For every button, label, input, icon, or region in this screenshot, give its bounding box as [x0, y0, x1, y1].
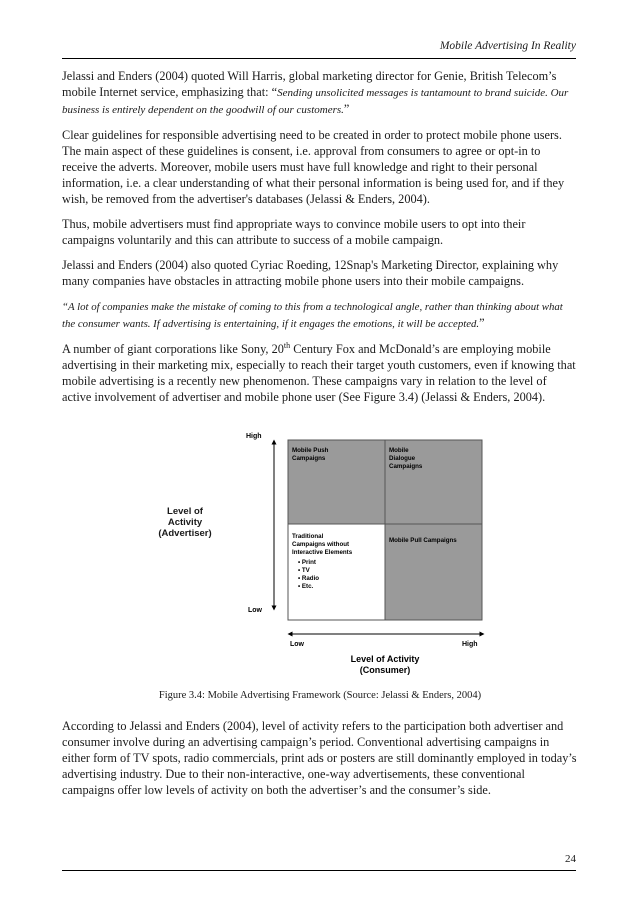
- quadrant-bottom-right-line: Mobile Pull Campaigns: [389, 537, 457, 544]
- paragraph-2: Clear guidelines for responsible advertising need to be created in order to protect mobile phone users. The main aspect of these guidelines is consent, i.e. approval from consumers to agree or opt-in to receive the adverts. Moreover, mobile users must have full knowledge and right to their personal information, i.e. a clear understanding of what their personal information is being used for, and if they wish, be removed from the advertiser's databases (Jelassi & Enders, 2004).: [62, 128, 565, 206]
- p1-quote-open: “: [271, 85, 278, 99]
- p6-sup: th: [283, 340, 291, 350]
- quadrant-bottom-left-item-line: • TV: [298, 567, 310, 574]
- x-high-label: High: [462, 641, 478, 648]
- header-rule: [62, 58, 576, 59]
- quadrant-bottom-left-item-line: • Print: [298, 559, 316, 566]
- p6-after: Century Fox and McDonald’s are employing mobile advertising in their marketing mix, especially to reach their target youth customers, even if knowing that mobile advertising is a recently new phenomenon. These campaigns vary in relation to the level of active involvement of advertiser and mobile phone user (See Figure 3.4) (Jelassi & Enders, 2004).: [62, 342, 576, 404]
- paragraph-3: Thus, mobile advertisers must find appropriate ways to convince mobile users to opt into their campaigns voluntarily and this can attribute to success of a mobile campaign.: [62, 217, 526, 247]
- framework-diagram: [240, 426, 496, 688]
- bottom-right-label: [389, 537, 457, 544]
- figure-caption: Figure 3.4: Mobile Advertising Framework (Source: Jelassi & Enders, 2004): [158, 690, 482, 701]
- p6-before: A number of giant corporations like Sony, 20: [62, 342, 284, 356]
- p1-text: Jelassi and Enders (2004) quoted Will Harris, global marketing director for Genie, British Telecom’s mobile Internet service, emphasizing that:: [62, 69, 557, 99]
- y-axis-title: [140, 506, 230, 539]
- x-axis-title-2: (Consumer): [359, 665, 411, 675]
- quadrant-bottom-left-item-line: • Etc.: [298, 583, 314, 590]
- quadrant-bottom-left-line: Interactive Elements: [292, 549, 353, 556]
- quadrant-top-right-line: Mobile: [389, 447, 409, 454]
- footer-rule: [62, 870, 576, 871]
- mobile-advertising-framework-figure: [240, 426, 496, 688]
- p5-quote-close: ”: [479, 316, 485, 330]
- paragraph-7: According to Jelassi and Enders (2004), level of activity refers to the participation both advertiser and consumer involve during an advertising campaign’s period. Conventional advertising campaigns in either form of TV spots, radio commercials, print ads or posters are still dominantly employed in today’s advertising industry. Due to their non-interactive, one-way advertisements, these conventional campaigns offer low levels of activity on both the advertiser’s and the consumer’s side.: [62, 719, 577, 797]
- y-high-label: High: [246, 433, 262, 440]
- paragraph-1: [62, 68, 578, 118]
- y-title-line-3: (Advertiser): [158, 528, 212, 539]
- running-header: Mobile Advertising In Reality: [439, 40, 576, 52]
- x-low-label: Low: [290, 641, 304, 648]
- body-text-top: [62, 68, 578, 414]
- paragraph-4: Jelassi and Enders (2004) also quoted Cyriac Roeding, 12Snap's Marketing Director, explaining why many companies have obstacles in attracting mobile phone users into their mobile campaigns.: [62, 258, 559, 288]
- p1-quote: Sending unsolicited messages is tantamount to brand suicide. Our business is entirely dependent on the goodwill of our customers.: [62, 87, 569, 116]
- quadrant-top-left-line: Mobile Push: [292, 447, 329, 454]
- body-text-bottom: [62, 718, 578, 798]
- top-left-label: [292, 447, 329, 462]
- quadrant-top-right-line: Dialogue: [389, 455, 416, 462]
- quadrant-top-right-line: Campaigns: [389, 463, 423, 470]
- quadrant-bottom-left-item-line: • Radio: [298, 575, 320, 582]
- quadrant-bottom-left-line: Traditional: [292, 533, 324, 540]
- y-low-label: Low: [248, 607, 262, 614]
- paragraph-5: [62, 298, 578, 332]
- quadrant-top-left-line: Campaigns: [292, 455, 326, 462]
- x-axis-title-1: Level of Activity: [350, 654, 420, 664]
- y-title-line-1: Level of: [167, 506, 203, 517]
- quadrant-bottom-left-line: Campaigns without: [292, 541, 350, 548]
- p5-quote: “A lot of companies make the mistake of coming to this from a technological angle, rather than thinking about what the consumer wants. If advertising is entertaining, if it engages the emotions, it will be accepted.: [62, 301, 563, 330]
- y-title-line-2: Activity: [167, 517, 203, 528]
- page-number: 24: [565, 853, 576, 865]
- paragraph-6: [62, 341, 578, 405]
- p1-quote-close: ”: [343, 102, 350, 116]
